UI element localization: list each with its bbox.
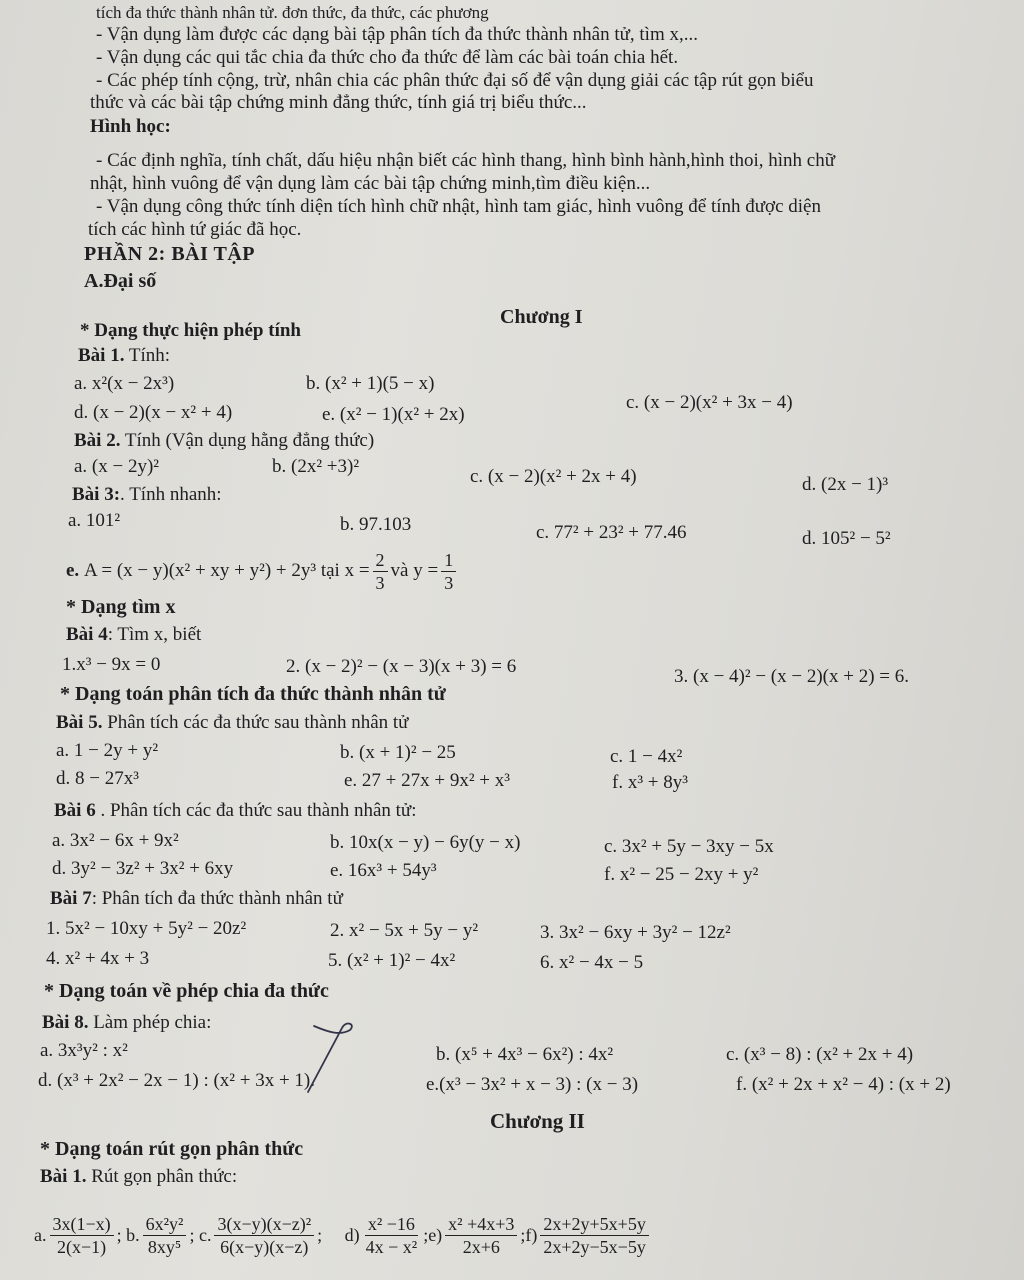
exercise-7-title: Bài 7: Phân tích đa thức thành nhân tử (50, 888, 343, 909)
ex6-item-e: e. 16x³ + 54y³ (330, 860, 437, 881)
ex4-item-3: 3. (x − 4)² − (x − 2)(x + 2) = 6. (674, 666, 909, 687)
ex3-e-label: e. (66, 560, 80, 581)
intro-line-2: - Vận dụng các qui tắc chia đa thức cho đa thức để làm các bài toán chia hết. (96, 47, 679, 68)
fraction-d: $\frac{\text{x² −16}}{\text{4x − x²}}$ (365, 1213, 418, 1257)
ex3-item-d: d. 105² − 5² (802, 528, 891, 549)
fraction-e: $\frac{\text{x² +4x+3}}{2x+6}$ (445, 1214, 517, 1257)
fraction-a: $\frac{3x(1-x)}{2(x-1)}$ (50, 1214, 114, 1257)
ex6-item-d: d. 3y² − 3z² + 3x² + 6xy (52, 858, 234, 879)
ex1-item-b: b. (x² + 1)(5 − x) (306, 373, 435, 394)
ex3-e-expression: A = (x − y)(x² + xy + y²) + 2y³ tại x = (83, 560, 370, 581)
ex3-item-e (66, 546, 459, 596)
ex3-item-b: b. 97.103 (340, 514, 412, 535)
ex7-item-2: 2. x² − 5x + 5y − y² (330, 920, 479, 941)
fraction-y: $\frac{1}{3}$ (441, 550, 456, 593)
simplify-row (34, 1200, 652, 1270)
frac-a-label: a. (34, 1225, 47, 1245)
section-operations-heading: * Dạng thực hiện phép tính (80, 320, 301, 341)
fraction-x: $\frac{2}{3}$ (373, 550, 388, 593)
ex6-item-b: b. 10x(x − y) − 6y(y − x) (330, 832, 521, 853)
ex2-item-a: a. (x − 2y)² (74, 456, 159, 477)
exercise-6-title: Bài 6 . Phân tích các đa thức sau thành nhân tử: (54, 800, 417, 821)
ex7-item-6: 6. x² − 4x − 5 (540, 952, 644, 973)
ex5-item-b: b. (x + 1)² − 25 (340, 742, 456, 763)
frac-c-label: ; c. (189, 1225, 212, 1245)
geometry-heading: Hình học: (90, 116, 171, 137)
exercise-8-title: Bài 8. Làm phép chia: (42, 1012, 212, 1033)
exercise-1-title: Bài 1. Tính: (78, 345, 171, 366)
chapter-1-heading: Chương I (500, 306, 583, 328)
ex2-item-b: b. (2x² +3)² (272, 456, 360, 477)
exercise-3-title: Bài 3:. Tính nhanh: (72, 484, 222, 505)
frac-f-label: ;f) (520, 1225, 538, 1245)
ex5-item-e: e. 27 + 27x + 9x² + x³ (344, 770, 510, 791)
ex7-item-4: 4. x² + 4x + 3 (46, 948, 150, 969)
frac-e-label: ;e) (423, 1225, 443, 1245)
ex8-item-c: c. (x³ − 8) : (x² + 2x + 4) (726, 1044, 914, 1065)
ex5-item-c: c. 1 − 4x² (610, 746, 683, 767)
frac-d-label: ; d) (317, 1225, 360, 1245)
intro-line-3: - Các phép tính cộng, trừ, nhân chia các phân thức đại số để vận dụng giải các tập rút gọn biểu (96, 70, 814, 91)
geometry-line-2: - Vận dụng công thức tính diện tích hình chữ nhật, hình tam giác, hình vuông để tính được diện (96, 196, 821, 217)
ex7-item-5: 5. (x² + 1)² − 4x² (328, 950, 456, 971)
pen-mark-icon (300, 1010, 380, 1100)
frac-b-label: ; b. (116, 1225, 140, 1245)
ex2-item-d: d. (2x − 1)³ (802, 474, 889, 495)
ex8-item-a: a. 3x³y² : x² (40, 1040, 128, 1061)
ex5-item-a: a. 1 − 2y + y² (56, 740, 159, 761)
exercise-2-title: Bài 2. Tính (Vận dụng hằng đẳng thức) (74, 430, 375, 451)
ex8-item-b: b. (x⁵ + 4x³ − 6x²) : 4x² (436, 1044, 614, 1065)
chapter-2-heading: Chương II (490, 1109, 585, 1133)
exercise-4-title: Bài 4: Tìm x, biết (66, 624, 202, 645)
fraction-c: $\frac{\text{3(x−y)(x−z)²}}{6(x-y)(x-z)}$ (214, 1214, 314, 1257)
ex1-item-d: d. (x − 2)(x − x² + 4) (74, 402, 233, 423)
ex8-item-f: f. (x² + 2x + x² − 4) : (x + 2) (736, 1074, 951, 1095)
fraction-b: $\frac{\text{6x²y²}}{\text{8xy⁵}}$ (143, 1214, 187, 1257)
section-simplify-heading: * Dạng toán rút gọn phân thức (40, 1138, 304, 1160)
ex5-item-d: d. 8 − 27x³ (56, 768, 139, 789)
ex4-item-2: 2. (x − 2)² − (x − 3)(x + 3) = 6 (286, 656, 517, 677)
ex5-item-f: f. x³ + 8y³ (612, 772, 688, 793)
ex6-item-a: a. 3x² − 6x + 9x² (52, 830, 179, 851)
ex1-item-e: e. (x² − 1)(x² + 2x) (322, 404, 465, 425)
ex3-item-c: c. 77² + 23² + 77.46 (536, 522, 687, 543)
ex7-item-3: 3. 3x² − 6xy + 3y² − 12z² (540, 922, 731, 943)
geometry-line-3: tích các hình tứ giác đã học. (88, 219, 302, 240)
intro-line-1: - Vận dụng làm được các dạng bài tập phân tích đa thức thành nhân tử, tìm x,... (96, 24, 698, 45)
ex3-item-a: a. 101² (68, 510, 121, 531)
ex3-e-and: và y = (390, 560, 439, 581)
ex6-item-c: c. 3x² + 5y − 3xy − 5x (604, 836, 774, 857)
intro-line-4: thức và các bài tập chứng minh đẳng thức, tính giá trị biểu thức... (90, 92, 587, 113)
ex8-item-e: e.(x³ − 3x² + x − 3) : (x − 3) (426, 1074, 639, 1095)
geometry-line-1: nhật, hình vuông để vận dụng làm các bài tập chứng minh,tìm điều kiện... (90, 173, 651, 194)
geometry-line-0: - Các định nghĩa, tính chất, dấu hiệu nhận biết các hình thang, hình bình hành,hình thoi, hình chữ (96, 150, 836, 171)
fraction-f: $\frac{2x+2y+5x+5y}{2x+2y-5x-5y}$ (540, 1214, 648, 1257)
chapter2-exercise-1-title: Bài 1. Rút gọn phân thức: (40, 1166, 238, 1187)
intro-line-0: tích đa thức thành nhân tử. đơn thức, đa thức, các phương (96, 3, 489, 22)
ex1-item-c: c. (x − 2)(x² + 3x − 4) (626, 392, 793, 413)
exercise-5-title: Bài 5. Phân tích các đa thức sau thành nhân tử (56, 712, 409, 733)
ex2-item-c: c. (x − 2)(x² + 2x + 4) (470, 466, 637, 487)
section-find-x-heading: * Dạng tìm x (66, 596, 176, 618)
ex7-item-1: 1. 5x² − 10xy + 5y² − 20z² (46, 918, 247, 939)
ex6-item-f: f. x² − 25 − 2xy + y² (604, 864, 759, 885)
algebra-heading: A.Đại số (84, 270, 157, 292)
ex1-item-a: a. x²(x − 2x³) (74, 373, 175, 394)
ex4-item-1: 1.x³ − 9x = 0 (62, 654, 161, 675)
part2-heading: PHẦN 2: BÀI TẬP (84, 243, 256, 265)
section-factoring-heading: * Dạng toán phân tích đa thức thành nhân tử (60, 683, 446, 705)
section-division-heading: * Dạng toán về phép chia đa thức (44, 980, 329, 1002)
ex8-item-d: d. (x³ + 2x² − 2x − 1) : (x² + 3x + 1). (38, 1070, 316, 1091)
